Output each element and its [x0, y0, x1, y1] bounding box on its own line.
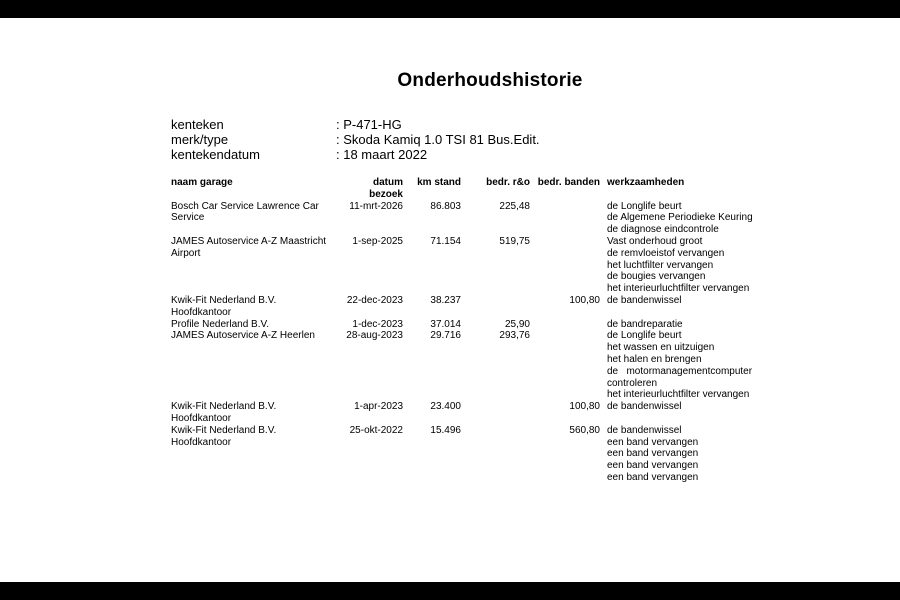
cell-garage-line: Service [171, 212, 205, 224]
cell-band [530, 330, 600, 401]
cell-band [530, 236, 600, 295]
cell-band: 100,80 [569, 401, 600, 413]
cell-band: 100,80 [569, 294, 600, 306]
cell-ro: 293,76 [499, 330, 530, 342]
cell-work-line: de diagnose eindcontrole [607, 224, 719, 236]
cell-work-line: Vast onderhoud groot [607, 235, 703, 247]
cell-garage [171, 330, 337, 401]
cell-garage-line: Hoofdkantoor [171, 306, 232, 318]
cell-band [530, 201, 600, 236]
cell-date: 1-dec-2023 [352, 318, 403, 330]
cell-work-line: controleren [607, 377, 658, 389]
table-header [171, 177, 787, 201]
cell-work-line: het luchtfilter vervangen [607, 259, 714, 271]
cell-date: 1-apr-2023 [354, 401, 403, 413]
table-row [171, 401, 787, 425]
page-title: Onderhoudshistorie [397, 70, 583, 91]
cell-work [600, 201, 787, 236]
info-row-merk [171, 132, 540, 147]
cell-work-line: de bandreparatie [607, 318, 683, 330]
cell-km: 15.496 [430, 424, 461, 436]
cell-work [600, 425, 787, 484]
header-band: bedr. banden [537, 177, 600, 188]
cell-garage [171, 319, 337, 331]
merk-value: : Skoda Kamiq 1.0 TSI 81 Bus.Edit. [336, 132, 540, 147]
document-page [0, 18, 900, 582]
header-date: datum bezoek [369, 177, 403, 200]
cell-work-line: de bougies vervangen [607, 271, 706, 283]
vehicle-info [171, 117, 540, 162]
cell-work-line: een band vervangen [607, 460, 699, 472]
cell-work [600, 236, 787, 295]
kenteken-value: : P-471-HG [336, 117, 402, 132]
cell-ro [461, 425, 530, 484]
cell-work-line: een band vervangen [607, 436, 699, 448]
cell-date: 1-sep-2025 [352, 235, 403, 247]
cell-work-line: een band vervangen [607, 448, 699, 460]
table-row [171, 236, 787, 295]
table-row [171, 319, 787, 331]
cell-garage [171, 201, 337, 236]
cell-work-line: het halen en brengen [607, 353, 702, 365]
table-body [171, 201, 787, 484]
cell-km: 23.400 [430, 401, 461, 413]
cell-work-line: de motormanagementcomputer [607, 365, 753, 377]
cell-ro: 519,75 [499, 235, 530, 247]
cell-garage-line: JAMES Autoservice A-Z Heerlen [171, 330, 315, 342]
cell-km: 38.237 [430, 294, 461, 306]
cell-work-line: de Algemene Periodieke Keuring [607, 212, 753, 224]
cell-km: 29.716 [430, 330, 461, 342]
cell-garage [171, 401, 337, 425]
header-garage: naam garage [171, 177, 233, 188]
cell-ro: 25,90 [504, 318, 530, 330]
cell-work-line: het interieurluchtfilter vervangen [607, 283, 750, 295]
cell-work-line: een band vervangen [607, 471, 699, 483]
cell-garage-line: Hoofdkantoor [171, 436, 232, 448]
kentekendatum-value: : 18 maart 2022 [336, 147, 428, 162]
cell-garage-line: Hoofdkantoor [171, 412, 232, 424]
cell-km: 37.014 [430, 318, 461, 330]
table-row [171, 425, 787, 484]
merk-label: merk/type [171, 132, 229, 147]
info-row-kentekendatum [171, 147, 540, 162]
cell-work [600, 330, 787, 401]
cell-garage [171, 425, 337, 484]
maintenance-history-table [171, 177, 787, 484]
kenteken-label: kenteken [171, 117, 224, 132]
table-row [171, 330, 787, 401]
header-ro: bedr. r&o [486, 177, 530, 188]
cell-work [600, 401, 787, 425]
cell-ro: 225,48 [499, 200, 530, 212]
cell-work-line: de Longlife beurt [607, 330, 682, 342]
cell-work-line: het interieurluchtfilter vervangen [607, 389, 750, 401]
cell-ro [461, 401, 530, 425]
cell-work-line: de bandenwissel [607, 401, 682, 413]
cell-date: 28-aug-2023 [346, 330, 403, 342]
cell-garage-line: Airport [171, 247, 201, 259]
cell-km: 71.154 [430, 235, 461, 247]
header-km: km stand [417, 177, 461, 188]
cell-work-line: de remvloeistof vervangen [607, 247, 725, 259]
header-work: werkzaamheden [607, 177, 685, 188]
table-row [171, 295, 787, 319]
cell-garage-line: Kwik-Fit Nederland B.V. [171, 401, 277, 413]
cell-garage-line: Kwik-Fit Nederland B.V. [171, 294, 277, 306]
cell-work-line: de Longlife beurt [607, 200, 682, 212]
cell-date: 25-okt-2022 [349, 424, 403, 436]
cell-garage [171, 236, 337, 295]
cell-work-line: de bandenwissel [607, 294, 682, 306]
cell-garage [171, 295, 337, 319]
cell-garage-line: Bosch Car Service Lawrence Car [171, 200, 319, 212]
kentekendatum-label: kentekendatum [171, 147, 260, 162]
cell-garage-line: JAMES Autoservice A-Z Maastricht [171, 235, 327, 247]
cell-ro [461, 295, 530, 319]
table-row [171, 201, 787, 236]
cell-band [530, 319, 600, 331]
cell-work [600, 319, 787, 331]
info-row-kenteken [171, 117, 540, 132]
cell-date: 11-mrt-2026 [349, 200, 403, 212]
cell-band: 560,80 [569, 424, 600, 436]
cell-garage-line: Kwik-Fit Nederland B.V. [171, 424, 277, 436]
cell-km: 86.803 [430, 200, 461, 212]
cell-work-line: de bandenwissel [607, 424, 682, 436]
cell-garage-line: Profile Nederland B.V. [171, 318, 270, 330]
cell-work-line: het wassen en uitzuigen [607, 342, 715, 354]
cell-work [600, 295, 787, 319]
cell-date: 22-dec-2023 [346, 294, 403, 306]
